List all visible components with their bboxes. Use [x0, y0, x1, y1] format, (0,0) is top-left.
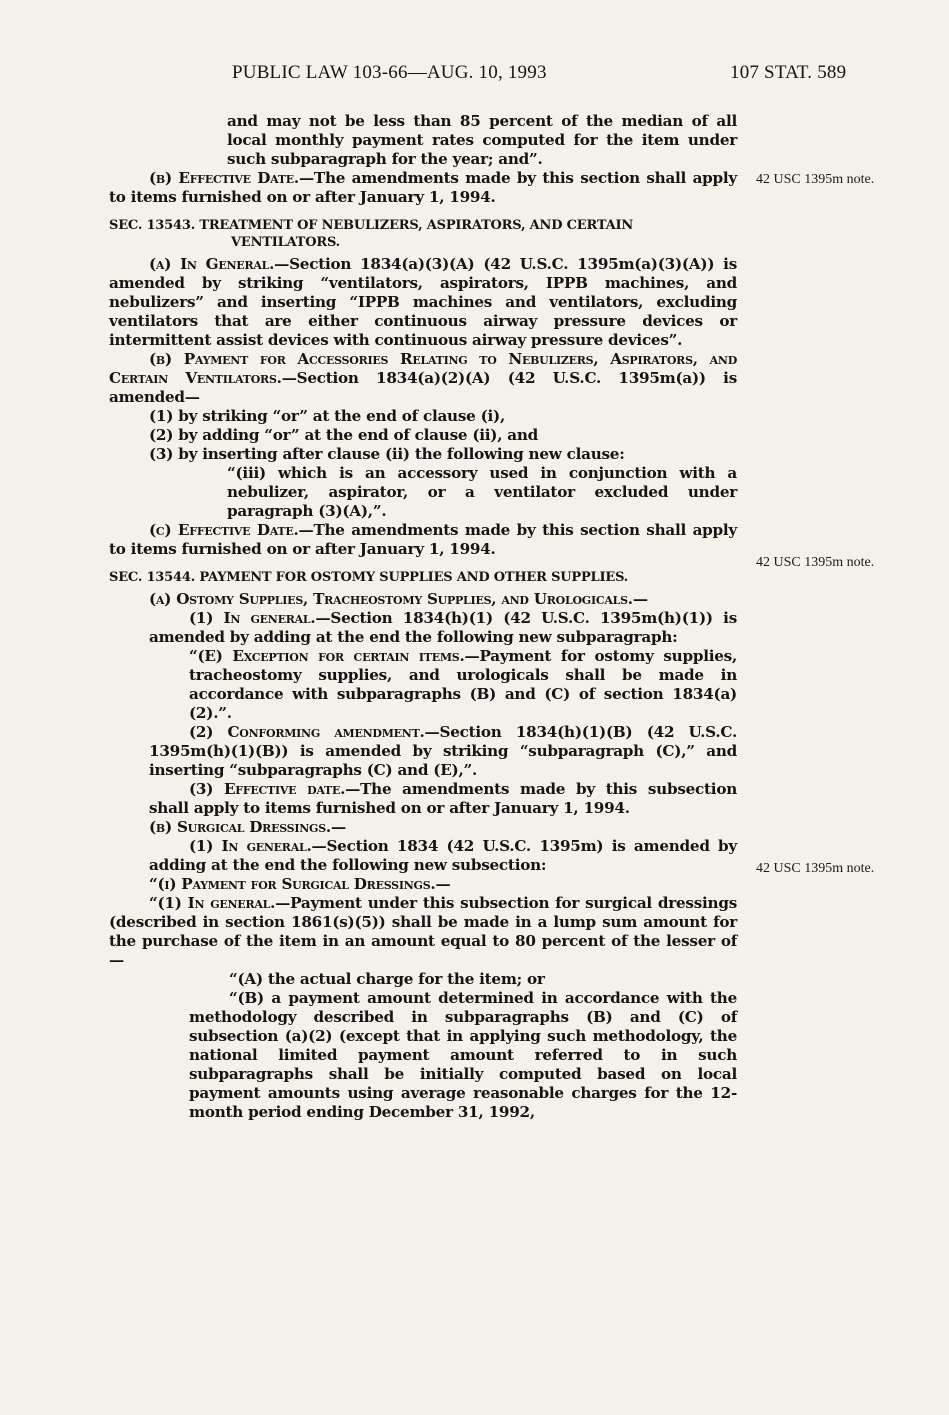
- list-item-2: (2) by adding “or” at the end of clause (ii), and: [149, 426, 539, 444]
- paragraph-in-general-a: [109, 255, 737, 350]
- text-payment-in-general: —Payment under this subsection for surgical dressings (described in section 1861(s)(5)) shall be made in a lump sum amount for the purchase of the item in an amount equal to 80 percent of the lesser of—: [109, 894, 737, 969]
- text-effective-date-3: —The amendments made by this subsection shall apply to items furnished on or after January 1, 1994.: [149, 780, 737, 817]
- text-exception-items: —Payment for ostomy supplies, tracheostomy supplies, and urologicals shall be made in accordance with subparagraphs (B) and (C) of section 1834(a)(2).”.: [189, 647, 737, 722]
- quoted-subparagraph-e: [109, 647, 737, 723]
- text-surgical-in-general: —Section 1834 (42 U.S.C. 1395m) is amended by adding at the end the following new subsection:: [149, 837, 738, 874]
- text-ostomy-in-general: —Section 1834(h)(1) (42 U.S.C. 1395m(h)(1)) is amended by adding at the end the following new subparagraph:: [149, 609, 737, 646]
- paragraph-effective-date-2: [109, 521, 737, 559]
- list-item-1: (1) by striking “or” at the end of clause (i),: [149, 407, 506, 425]
- subparagraph-b: “(B) a payment amount determined in accordance with the methodology described in subparagraphs (B) and (C) of subsection (a)(2) (except that in applying such methodology, the national limited payment amount referred to in such subparagraphs shall be initially computed based on local payment amounts using average reasonable charges for the 12-month period ending December 31, 1992,: [189, 989, 737, 1121]
- quoted-clause-iii: “(iii) which is an accessory used in conjunction with a nebulizer, aspirator, or a ventilator excluded under paragraph (3)(A),”.: [227, 464, 737, 520]
- text-conforming-amendment: —Section 1834(h)(1)(B) (42 U.S.C. 1395m(h)(1)(B)) is amended by striking “subparagraph (C),” and inserting “subparagraphs (C) and (E),”.: [149, 723, 737, 779]
- document-body: [109, 112, 737, 1122]
- heading-conforming-amendment: (2) Conforming amendment.: [189, 723, 425, 741]
- heading-in-general-a: (a) In General.: [149, 255, 275, 273]
- margin-note-1: 42 USC 1395m note.: [756, 172, 875, 187]
- heading-effective-date-3: (3) Effective date.: [189, 780, 346, 798]
- paragraph-payment-in-general: [109, 894, 737, 970]
- heading-ostomy-supplies: (a) Ostomy Supplies, Tracheostomy Supplies, and Urologicals.: [149, 590, 633, 608]
- paragraph-surgical-in-general: [109, 837, 737, 875]
- margin-note-2: 42 USC 1395m note.: [756, 555, 875, 570]
- heading-exception-items: “(E) Exception for certain items.: [189, 647, 465, 665]
- paragraph-effective-date-1: [109, 169, 737, 207]
- text-ostomy-supplies: —: [632, 590, 648, 608]
- quoted-subsection-i: [109, 875, 737, 894]
- heading-payment-surgical: “(i) Payment for Surgical Dressings.: [149, 875, 436, 893]
- heading-effective-date-2: (c) Effective Date.: [149, 521, 299, 539]
- page-header: [0, 62, 949, 86]
- paragraph-conforming-amendment: [109, 723, 737, 780]
- header-page-ref: 107 STAT. 589: [730, 62, 847, 83]
- paragraph-continuation: and may not be less than 85 percent of the median of all local monthly payment rates computed for the item under such subparagraph for the year; and”.: [227, 112, 737, 168]
- heading-payment-accessories: (b) Payment for Accessories Relating to Nebulizers, Aspirators, and Certain Ventilators.: [109, 350, 737, 387]
- text-in-general-a: —Section 1834(a)(3)(A) (42 U.S.C. 1395m(a)(3)(A)) is amended by striking “ventilators, aspirators, IPPB machines, and nebulizers” and inserting “IPPB machines and ventilators, excluding ventilators that are either continuous airway pressure devices or intermittent assist devices with continuous airway pressure devices”.: [109, 255, 737, 349]
- paragraph-ostomy-in-general: [109, 609, 737, 647]
- section-heading-13543-line1: SEC. 13543. TREATMENT OF NEBULIZERS, ASPIRATORS, AND CERTAIN: [109, 218, 634, 233]
- margin-note-3: 42 USC 1395m note.: [756, 861, 875, 876]
- paragraph-surgical-dressings: [109, 818, 737, 837]
- subparagraph-a: “(A) the actual charge for the item; or: [229, 970, 545, 988]
- list-item-3: (3) by inserting after clause (ii) the following new clause:: [149, 445, 625, 463]
- heading-surgical-dressings: (b) Surgical Dressings.: [149, 818, 331, 836]
- paragraph-payment-accessories: [109, 350, 737, 407]
- paragraph-ostomy-supplies: [109, 590, 737, 609]
- text-payment-surgical: —: [435, 875, 451, 893]
- section-heading-13544: SEC. 13544. PAYMENT FOR OSTOMY SUPPLIES AND OTHER SUPPLIES.: [109, 570, 629, 585]
- heading-surgical-in-general: (1) In general.: [189, 837, 312, 855]
- heading-ostomy-in-general: (1) In general.: [189, 609, 316, 627]
- heading-effective-date-1: (b) Effective Date.: [149, 169, 299, 187]
- heading-payment-in-general: “(1) In general.: [149, 894, 276, 912]
- text-effective-date-2: —The amendments made by this section shall apply to items furnished on or after January 1, 1994.: [109, 521, 737, 558]
- text-surgical-dressings: —: [330, 818, 346, 836]
- section-heading-13543-line2: VENTILATORS.: [231, 235, 341, 250]
- paragraph-effective-date-3: [109, 780, 737, 818]
- text-effective-date-1: —The amendments made by this section shall apply to items furnished on or after January 1, 1994.: [109, 169, 737, 206]
- section-heading-13543: [109, 217, 737, 251]
- text-payment-accessories: —Section 1834(a)(2)(A) (42 U.S.C. 1395m(a)) is amended—: [109, 369, 738, 406]
- header-title: PUBLIC LAW 103-66—AUG. 10, 1993: [232, 62, 547, 83]
